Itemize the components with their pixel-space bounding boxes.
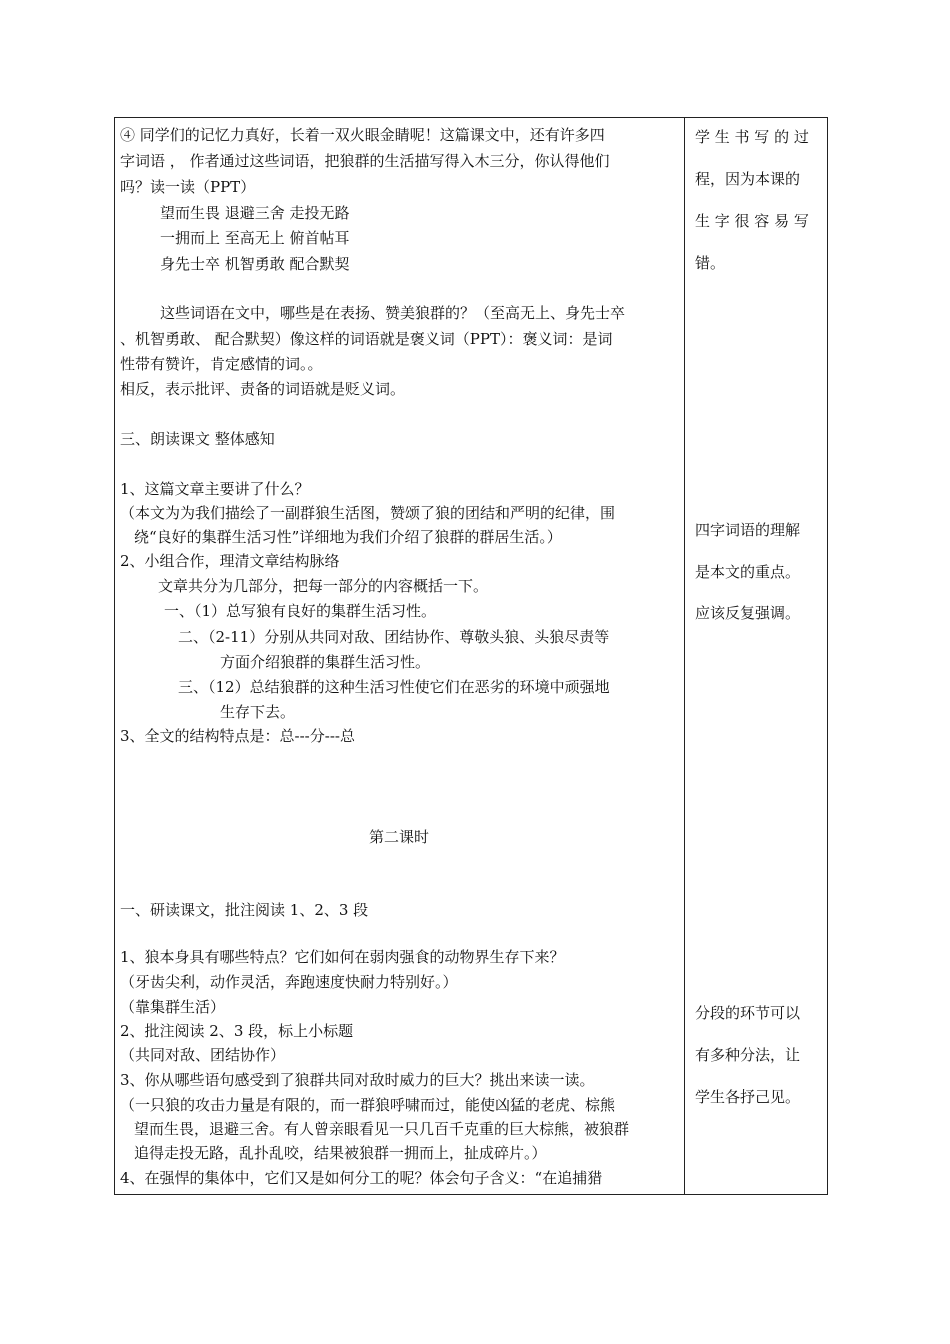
teacher-note-line: 错。 xyxy=(695,254,726,272)
teacher-note-line: 有多种分法，让 xyxy=(695,1046,801,1064)
lesson-text-line: 相反，表示批评、责备的词语就是贬义词。 xyxy=(120,380,406,398)
section-heading: 第二课时 xyxy=(368,828,429,846)
lesson-text-line: 二、（2-11）分别从共同对敌、团结协作、尊敬头狼、头狼尽责等 xyxy=(178,628,610,646)
lesson-text-line: 一、（1）总写狼有良好的集群生活习性。 xyxy=(164,602,437,620)
lesson-text-line: 一拥而上 至高无上 俯首帖耳 xyxy=(160,229,350,247)
lesson-text-line: 2、批注阅读 2、3 段，标上小标题 xyxy=(120,1022,354,1040)
lesson-text-line: 一、研读课文，批注阅读 1、2、3 段 xyxy=(120,901,369,919)
lesson-text-line: 望而生畏 退避三舍 走投无路 xyxy=(160,204,350,222)
lesson-text-line: 三、朗读课文 整体感知 xyxy=(120,430,275,448)
lesson-text-line: 字词语 ， 作者通过这些词语，把狼群的生活描写得入木三分，你认得他们 xyxy=(120,152,610,170)
lesson-text-line: 文章共分为几部分，把每一部分的内容概括一下。 xyxy=(158,577,489,595)
lesson-text-line: 望而生畏，退避三舍。有人曾亲眼看见一只几百千克重的巨大棕熊，被狼群 xyxy=(134,1120,630,1138)
teacher-note-line: 生 字 很 容 易 写 xyxy=(695,212,809,230)
lesson-text-line: （本文为为我们描绘了一副群狼生活图，赞颂了狼的团结和严明的纪律，围 xyxy=(120,504,616,522)
lesson-text-line: （一只狼的攻击力量是有限的，而一群狼呼啸而过，能使凶猛的老虎、棕熊 xyxy=(120,1096,616,1114)
lesson-text-line: （牙齿尖利，动作灵活，奔跑速度快耐力特别好。） xyxy=(120,973,458,991)
teacher-note-line: 是本文的重点。 xyxy=(695,563,801,581)
teacher-note-line: 分段的环节可以 xyxy=(695,1004,801,1022)
lesson-text-line: 1、这篇文章主要讲了什么？ xyxy=(120,480,310,498)
lesson-text-line: 、机智勇敢、 配合默契）像这样的词语就是褒义词（PPT）：褒义词：是词 xyxy=(120,330,613,348)
lesson-text-line: （共同对敌、团结协作） xyxy=(120,1046,286,1064)
lesson-text-line: 吗？读一读（PPT） xyxy=(120,178,256,196)
teacher-note-line: 程，因为本课的 xyxy=(695,170,801,188)
lesson-text-line: 4、在强悍的集体中，它们又是如何分工的呢？体会句子含义：“在追捕猎 xyxy=(120,1169,603,1187)
lesson-text-line: 3、你从哪些语句感受到了狼群共同对敌时威力的巨大？挑出来读一读。 xyxy=(120,1071,595,1089)
teacher-note-line: 学 生 书 写 的 过 xyxy=(695,128,809,146)
lesson-text-line: 生存下去。 xyxy=(220,703,296,721)
lesson-text-line: 绕“良好的集群生活习性”详细地为我们介绍了狼群的群居生活。） xyxy=(134,528,562,546)
lesson-text-line: （靠集群生活） xyxy=(120,998,226,1016)
lesson-text-line: 1、狼本身具有哪些特点？它们如何在弱肉强食的动物界生存下来？ xyxy=(120,948,565,966)
lesson-text-line: 3、全文的结构特点是：总---分---总 xyxy=(120,727,355,745)
lesson-text-line: 追得走投无路，乱扑乱咬，结果被狼群一拥而上，扯成碎片。） xyxy=(134,1144,547,1162)
lesson-text-line: 身先士卒 机智勇敢 配合默契 xyxy=(160,255,350,273)
lesson-text-line: 三、（12）总结狼群的这种生活习性使它们在恶劣的环境中顽强地 xyxy=(178,678,610,696)
lesson-text-line: 这些词语在文中，哪些是在表扬、赞美狼群的？（至高无上、身先士卒 xyxy=(160,304,626,322)
teacher-note-line: 四字词语的理解 xyxy=(695,521,801,539)
lesson-text-line: 性带有赞许，肯定感情的词。。 xyxy=(120,355,323,373)
teacher-note-line: 学生各抒己见。 xyxy=(695,1088,801,1106)
lesson-text-line: ④ 同学们的记忆力真好，长着一双火眼金睛呢！这篇课文中，还有许多四 xyxy=(120,126,605,144)
column-divider xyxy=(684,117,685,1195)
lesson-text-line: 2、小组合作，理清文章结构脉络 xyxy=(120,552,340,570)
lesson-text-line: 方面介绍狼群的集群生活习性。 xyxy=(220,653,431,671)
teacher-note-line: 应该反复强调。 xyxy=(695,604,801,622)
